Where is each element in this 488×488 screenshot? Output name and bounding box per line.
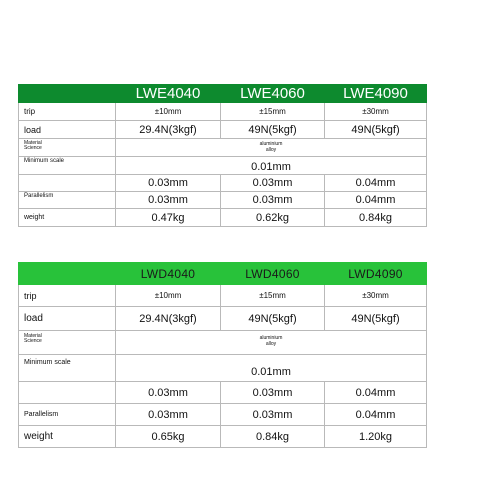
header-blank-cell xyxy=(19,85,116,103)
model-header-lwe4040: LWE4040 xyxy=(116,85,221,103)
precision-label xyxy=(19,382,116,404)
weight-value: 0.84kg xyxy=(221,426,325,448)
load-value: 49N(5kgf) xyxy=(325,307,427,331)
load-value: 29.4N(3kgf) xyxy=(116,307,221,331)
precision-value: 0.04mm xyxy=(325,382,427,404)
material-value xyxy=(116,331,427,355)
material-value-line1: aluminium xyxy=(259,141,283,147)
material-label-line2: Science xyxy=(24,145,42,151)
trip-value: ±15mm xyxy=(221,285,325,307)
weight-label: weight xyxy=(19,426,116,448)
trip-row xyxy=(19,285,427,307)
precision-row xyxy=(19,175,427,192)
material-value-line2: alloy xyxy=(265,147,277,153)
load-label: load xyxy=(19,121,116,139)
parallelism-value: 0.03mm xyxy=(116,404,221,426)
parallelism-label: Parallelism xyxy=(19,404,116,426)
load-value: 49N(5kgf) xyxy=(325,121,427,139)
load-value: 49N(5kgf) xyxy=(221,307,325,331)
trip-value: ±30mm xyxy=(325,285,427,307)
spec-table-lwd xyxy=(18,262,427,448)
precision-label xyxy=(19,175,116,192)
trip-value: ±10mm xyxy=(116,103,221,121)
header-blank-cell xyxy=(19,263,116,285)
load-row xyxy=(19,307,427,331)
load-value: 29.4N(3kgf) xyxy=(116,121,221,139)
material-label-line1: Material xyxy=(24,140,42,146)
precision-row xyxy=(19,382,427,404)
material-value-line1: aluminium xyxy=(259,335,283,341)
header-row xyxy=(19,263,427,285)
parallelism-row xyxy=(19,192,427,209)
weight-value: 0.84kg xyxy=(325,209,427,227)
load-row xyxy=(19,121,427,139)
weight-value: 0.47kg xyxy=(116,209,221,227)
material-label xyxy=(19,139,116,157)
parallelism-value: 0.04mm xyxy=(325,192,427,209)
minimum-scale-row xyxy=(19,355,427,382)
material-row xyxy=(19,331,427,355)
material-label-line1: Material xyxy=(24,333,42,339)
minimum-scale-value: 0.01mm xyxy=(116,157,427,175)
trip-label: trip xyxy=(19,285,116,307)
trip-value: ±10mm xyxy=(116,285,221,307)
model-header-lwd4090: LWD4090 xyxy=(325,263,427,285)
precision-value: 0.03mm xyxy=(221,382,325,404)
model-header-lwd4060: LWD4060 xyxy=(221,263,325,285)
model-header-lwe4090: LWE4090 xyxy=(325,85,427,103)
trip-label: trip xyxy=(19,103,116,121)
minimum-scale-label: Minimum scale xyxy=(19,355,116,382)
model-header-lwe4060: LWE4060 xyxy=(221,85,325,103)
weight-row xyxy=(19,426,427,448)
parallelism-value: 0.04mm xyxy=(325,404,427,426)
spec-table-lwe xyxy=(18,84,427,227)
precision-value: 0.03mm xyxy=(116,175,221,192)
parallelism-value: 0.03mm xyxy=(221,192,325,209)
parallelism-value: 0.03mm xyxy=(116,192,221,209)
load-value: 49N(5kgf) xyxy=(221,121,325,139)
material-label xyxy=(19,331,116,355)
weight-value: 0.65kg xyxy=(116,426,221,448)
parallelism-label: Parallelism xyxy=(19,192,116,209)
material-label-line2: Science xyxy=(24,338,42,344)
trip-row xyxy=(19,103,427,121)
weight-value: 0.62kg xyxy=(221,209,325,227)
model-header-lwd4040: LWD4040 xyxy=(116,263,221,285)
material-row xyxy=(19,139,427,157)
material-value-line2: alloy xyxy=(265,341,277,347)
material-value xyxy=(116,139,427,157)
trip-value: ±30mm xyxy=(325,103,427,121)
weight-label: weight xyxy=(19,209,116,227)
precision-value: 0.03mm xyxy=(221,175,325,192)
minimum-scale-label: Minimum scale xyxy=(19,157,116,175)
precision-value: 0.03mm xyxy=(116,382,221,404)
trip-value: ±15mm xyxy=(221,103,325,121)
weight-row xyxy=(19,209,427,227)
header-row xyxy=(19,85,427,103)
minimum-scale-row xyxy=(19,157,427,175)
parallelism-row xyxy=(19,404,427,426)
load-label: load xyxy=(19,307,116,331)
precision-value: 0.04mm xyxy=(325,175,427,192)
parallelism-value: 0.03mm xyxy=(221,404,325,426)
minimum-scale-value: 0.01mm xyxy=(116,355,427,382)
weight-value: 1.20kg xyxy=(325,426,427,448)
